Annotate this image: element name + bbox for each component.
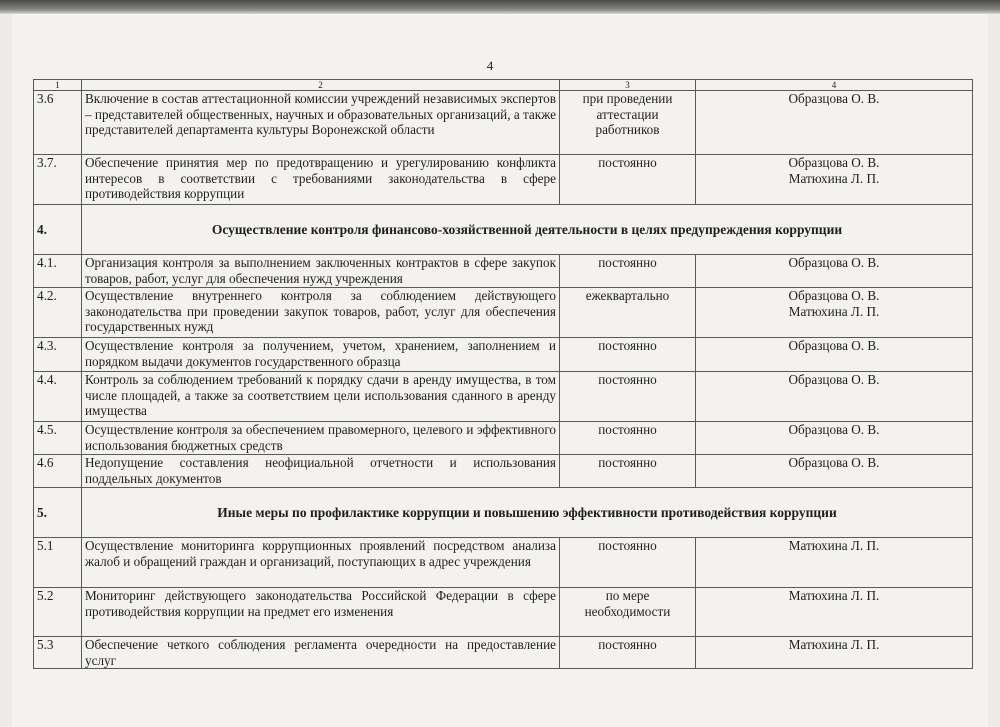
section-row [34,205,973,255]
deadline-cell: постоянно [560,255,696,288]
anticorruption-plan-table [33,79,973,669]
responsible-cell: Матюхина Л. П. [696,637,973,669]
table-row [34,91,973,155]
responsible-cell: Матюхина Л. П. [696,588,973,637]
measure-description: Включение в состав аттестационной комиссии учреждений независимых экспертов – представителей общественных, научных и образовательных организаций, а также представителей департамента культуры Воронежской области [82,91,560,155]
row-number: 5. [34,488,82,538]
responsible-cell: Образцова О. В. [696,455,973,488]
column-number: 4 [696,80,973,91]
row-number: 4. [34,205,82,255]
responsible-cell: Образцова О. В. [696,255,973,288]
row-number: 3.6 [34,91,82,155]
table-row [34,588,973,637]
scan-top-edge [0,0,1000,14]
section-heading: Иные меры по профилактике коррупции и повышению эффективности противодействия коррупции [82,488,973,538]
responsible-cell: Образцова О. В. Матюхина Л. П. [696,155,973,205]
table-row [34,455,973,488]
deadline-cell: постоянно [560,155,696,205]
measure-description: Контроль за соблюдением требований к порядку сдачи в аренду имущества, в том числе площадей, а также за соответствием цели использования сданного в аренду имущества [82,372,560,422]
responsible-cell: Образцова О. В. [696,91,973,155]
measure-description: Осуществление контроля за обеспечением правомерного, целевого и эффективного использования бюджетных средств [82,422,560,455]
deadline-cell: постоянно [560,338,696,372]
deadline-cell: постоянно [560,538,696,588]
row-number: 5.2 [34,588,82,637]
table-row [34,637,973,669]
column-number: 1 [34,80,82,91]
column-number-row [34,80,973,91]
row-number: 5.3 [34,637,82,669]
measure-description: Обеспечение четкого соблюдения регламента очередности на предоставление услуг [82,637,560,669]
table-row [34,538,973,588]
row-number: 4.4. [34,372,82,422]
section-row [34,488,973,538]
measure-description: Осуществление внутреннего контроля за соблюдением действующего законодательства при проведении закупок товаров, работ, услуг для обеспечения государственных нужд [82,288,560,338]
deadline-cell: при проведении аттестации работников [560,91,696,155]
measure-description: Недопущение составления неофициальной отчетности и использования поддельных документов [82,455,560,488]
row-number: 3.7. [34,155,82,205]
table-row [34,372,973,422]
table-row [34,255,973,288]
column-number: 2 [82,80,560,91]
responsible-cell: Матюхина Л. П. [696,538,973,588]
deadline-cell: по мере необходимости [560,588,696,637]
measure-description: Обеспечение принятия мер по предотвращению и урегулированию конфликта интересов в соответствии с требованиями законодательства в сфере противодействия коррупции [82,155,560,205]
deadline-cell: постоянно [560,455,696,488]
measure-description: Осуществление контроля за получением, учетом, хранением, заполнением и порядком выдачи документов государственного образца [82,338,560,372]
table-row [34,155,973,205]
deadline-cell: постоянно [560,422,696,455]
page-number: 4 [486,58,494,73]
table-row [34,288,973,338]
row-number: 4.5. [34,422,82,455]
row-number: 4.6 [34,455,82,488]
responsible-cell: Образцова О. В. Матюхина Л. П. [696,288,973,338]
deadline-cell: постоянно [560,637,696,669]
row-number: 4.3. [34,338,82,372]
measure-description: Осуществление мониторинга коррупционных проявлений посредством анализа жалоб и обращений граждан и организаций, поступающих в адрес учреждения [82,538,560,588]
row-number: 4.1. [34,255,82,288]
responsible-cell: Образцова О. В. [696,372,973,422]
table-row [34,422,973,455]
responsible-cell: Образцова О. В. [696,422,973,455]
responsible-cell: Образцова О. В. [696,338,973,372]
deadline-cell: ежеквартально [560,288,696,338]
measure-description: Организация контроля за выполнением заключенных контрактов в сфере закупок товаров, работ, услуг для обеспечения нужд учреждения [82,255,560,288]
deadline-cell: постоянно [560,372,696,422]
measure-description: Мониторинг действующего законодательства Российской Федерации в сфере противодействия коррупции на предмет его изменения [82,588,560,637]
row-number: 5.1 [34,538,82,588]
section-heading: Осуществление контроля финансово-хозяйственной деятельности в целях предупреждения коррупции [82,205,973,255]
row-number: 4.2. [34,288,82,338]
table-row [34,338,973,372]
column-number: 3 [560,80,696,91]
